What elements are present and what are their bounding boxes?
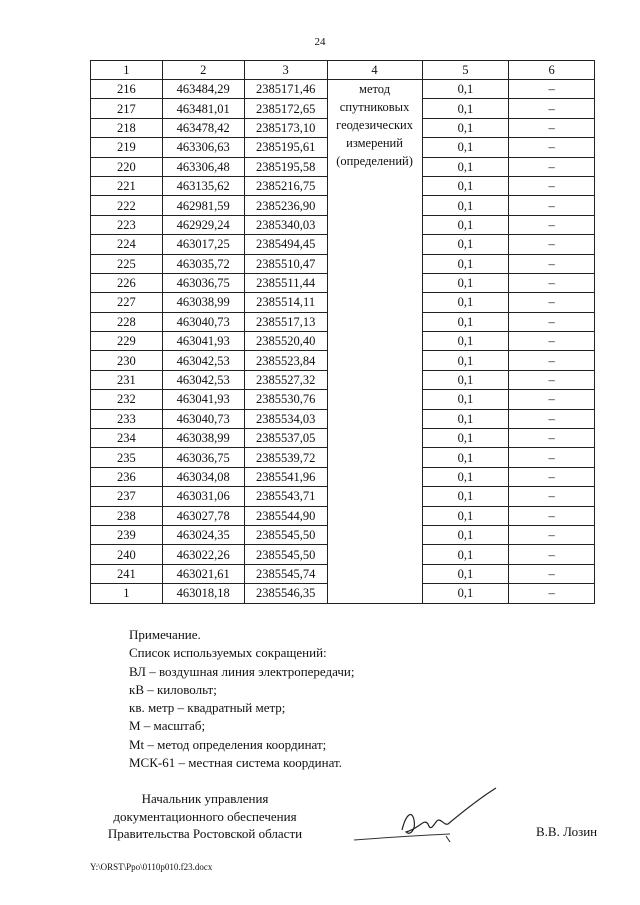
y-coordinate-cell: 2385216,75 (244, 176, 327, 195)
y-coordinate-cell: 2385514,11 (244, 293, 327, 312)
column-6-cell: – (509, 293, 595, 312)
y-coordinate-cell: 2385494,45 (244, 235, 327, 254)
column-header: 5 (422, 61, 509, 80)
accuracy-cell: 0,1 (422, 487, 509, 506)
accuracy-cell: 0,1 (422, 157, 509, 176)
notes-line: кв. метр – квадратный метр; (129, 700, 286, 716)
page-number: 24 (314, 36, 326, 48)
point-number-cell: 1 (91, 584, 163, 603)
x-coordinate-cell: 463306,63 (162, 138, 244, 157)
accuracy-cell: 0,1 (422, 525, 509, 544)
point-number-cell: 233 (91, 409, 163, 428)
accuracy-cell: 0,1 (422, 176, 509, 195)
point-number-cell: 227 (91, 293, 163, 312)
signatory-title-line: Правительства Ростовской области (107, 826, 303, 841)
point-number-cell: 234 (91, 429, 163, 448)
column-6-cell: – (509, 235, 595, 254)
column-header: 1 (91, 61, 163, 80)
column-6-cell: – (509, 545, 595, 564)
point-number-cell: 221 (91, 176, 163, 195)
accuracy-cell: 0,1 (422, 138, 509, 157)
accuracy-cell: 0,1 (422, 254, 509, 273)
signatory-name: В.В. Лозин (536, 824, 598, 839)
x-coordinate-cell: 463017,25 (162, 235, 244, 254)
column-6-cell: – (509, 584, 595, 603)
point-number-cell: 232 (91, 390, 163, 409)
point-number-cell: 229 (91, 332, 163, 351)
column-header: 6 (509, 61, 595, 80)
x-coordinate-cell: 462929,24 (162, 215, 244, 234)
x-coordinate-cell: 463478,42 (162, 118, 244, 137)
column-6-cell: – (509, 409, 595, 428)
accuracy-cell: 0,1 (422, 429, 509, 448)
x-coordinate-cell: 463022,26 (162, 545, 244, 564)
y-coordinate-cell: 2385544,90 (244, 506, 327, 525)
column-6-cell: – (509, 157, 595, 176)
notes-line: МСК-61 – местная система координат. (129, 755, 342, 771)
column-6-cell: – (509, 564, 595, 583)
y-coordinate-cell: 2385545,50 (244, 525, 327, 544)
y-coordinate-cell: 2385539,72 (244, 448, 327, 467)
column-6-cell: – (509, 370, 595, 389)
y-coordinate-cell: 2385545,74 (244, 564, 327, 583)
x-coordinate-cell: 463042,53 (162, 351, 244, 370)
x-coordinate-cell: 463040,73 (162, 312, 244, 331)
x-coordinate-cell: 463038,99 (162, 429, 244, 448)
point-number-cell: 216 (91, 80, 163, 99)
accuracy-cell: 0,1 (422, 351, 509, 370)
column-6-cell: – (509, 176, 595, 195)
column-6-cell: – (509, 525, 595, 544)
point-number-cell: 240 (91, 545, 163, 564)
accuracy-cell: 0,1 (422, 99, 509, 118)
x-coordinate-cell: 463027,78 (162, 506, 244, 525)
point-number-cell: 235 (91, 448, 163, 467)
y-coordinate-cell: 2385523,84 (244, 351, 327, 370)
point-number-cell: 224 (91, 235, 163, 254)
column-header: 3 (244, 61, 327, 80)
y-coordinate-cell: 2385530,76 (244, 390, 327, 409)
accuracy-cell: 0,1 (422, 118, 509, 137)
point-number-cell: 241 (91, 564, 163, 583)
notes-title: Примечание. (129, 627, 201, 642)
point-number-cell: 231 (91, 370, 163, 389)
table-header-row (91, 61, 595, 80)
method-line: спутниковых (339, 100, 410, 114)
x-coordinate-cell: 463021,61 (162, 564, 244, 583)
y-coordinate-cell: 2385172,65 (244, 99, 327, 118)
x-coordinate-cell: 463036,75 (162, 448, 244, 467)
y-coordinate-cell: 2385537,05 (244, 429, 327, 448)
column-6-cell: – (509, 448, 595, 467)
y-coordinate-cell: 2385171,46 (244, 80, 327, 99)
column-6-cell: – (509, 118, 595, 137)
point-number-cell: 222 (91, 196, 163, 215)
accuracy-cell: 0,1 (422, 235, 509, 254)
accuracy-cell: 0,1 (422, 370, 509, 389)
y-coordinate-cell: 2385510,47 (244, 254, 327, 273)
notes-section (129, 626, 355, 772)
x-coordinate-cell: 463035,72 (162, 254, 244, 273)
point-number-cell: 218 (91, 118, 163, 137)
accuracy-cell: 0,1 (422, 273, 509, 292)
y-coordinate-cell: 2385195,61 (244, 138, 327, 157)
column-6-cell: – (509, 467, 595, 486)
accuracy-cell: 0,1 (422, 312, 509, 331)
notes-line: Mt – метод определения координат; (129, 736, 327, 752)
y-coordinate-cell: 2385527,32 (244, 370, 327, 389)
accuracy-cell: 0,1 (422, 448, 509, 467)
y-coordinate-cell: 2385520,40 (244, 332, 327, 351)
column-6-cell: – (509, 429, 595, 448)
column-6-cell: – (509, 312, 595, 331)
x-coordinate-cell: 463018,18 (162, 584, 244, 603)
accuracy-cell: 0,1 (422, 215, 509, 234)
method-cell (327, 80, 422, 604)
y-coordinate-cell: 2385543,71 (244, 487, 327, 506)
accuracy-cell: 0,1 (422, 332, 509, 351)
y-coordinate-cell: 2385534,03 (244, 409, 327, 428)
x-coordinate-cell: 463038,99 (162, 293, 244, 312)
y-coordinate-cell: 2385195,58 (244, 157, 327, 176)
accuracy-cell: 0,1 (422, 584, 509, 603)
y-coordinate-cell: 2385517,13 (244, 312, 327, 331)
x-coordinate-cell: 463040,73 (162, 409, 244, 428)
x-coordinate-cell: 463481,01 (162, 99, 244, 118)
column-6-cell: – (509, 80, 595, 99)
method-line: геодезических (336, 118, 413, 132)
point-number-cell: 219 (91, 138, 163, 157)
y-coordinate-cell: 2385173,10 (244, 118, 327, 137)
accuracy-cell: 0,1 (422, 564, 509, 583)
y-coordinate-cell: 2385541,96 (244, 467, 327, 486)
accuracy-cell: 0,1 (422, 390, 509, 409)
point-number-cell: 239 (91, 525, 163, 544)
y-coordinate-cell: 2385545,50 (244, 545, 327, 564)
point-number-cell: 238 (91, 506, 163, 525)
handwritten-signature (350, 784, 510, 854)
table-body (91, 80, 595, 604)
column-6-cell: – (509, 254, 595, 273)
x-coordinate-cell: 463042,53 (162, 370, 244, 389)
point-number-cell: 226 (91, 273, 163, 292)
point-number-cell: 228 (91, 312, 163, 331)
point-number-cell: 220 (91, 157, 163, 176)
column-6-cell: – (509, 487, 595, 506)
accuracy-cell: 0,1 (422, 506, 509, 525)
point-number-cell: 237 (91, 487, 163, 506)
table-row (91, 80, 595, 99)
method-line: измерений (346, 136, 403, 150)
notes-line: Список используемых сокращений: (129, 645, 327, 661)
column-6-cell: – (509, 215, 595, 234)
signatory-title (92, 790, 318, 843)
y-coordinate-cell: 2385511,44 (244, 273, 327, 292)
accuracy-cell: 0,1 (422, 467, 509, 486)
column-header: 4 (327, 61, 422, 80)
column-6-cell: – (509, 99, 595, 118)
signatory-title-line: документационного обеспечения (113, 808, 297, 824)
method-line: метод (359, 82, 391, 96)
column-6-cell: – (509, 351, 595, 370)
column-header: 2 (162, 61, 244, 80)
column-6-cell: – (509, 390, 595, 409)
accuracy-cell: 0,1 (422, 196, 509, 215)
point-number-cell: 225 (91, 254, 163, 273)
y-coordinate-cell: 2385340,03 (244, 215, 327, 234)
x-coordinate-cell: 463036,75 (162, 273, 244, 292)
accuracy-cell: 0,1 (422, 80, 509, 99)
column-6-cell: – (509, 196, 595, 215)
column-6-cell: – (509, 506, 595, 525)
signatory-title-line: Начальник управления (141, 791, 269, 806)
x-coordinate-cell: 462981,59 (162, 196, 244, 215)
point-number-cell: 217 (91, 99, 163, 118)
x-coordinate-cell: 463041,93 (162, 332, 244, 351)
point-number-cell: 236 (91, 467, 163, 486)
x-coordinate-cell: 463484,29 (162, 80, 244, 99)
column-6-cell: – (509, 273, 595, 292)
notes-line: ВЛ – воздушная линия электропередачи; (129, 663, 355, 679)
accuracy-cell: 0,1 (422, 293, 509, 312)
y-coordinate-cell: 2385546,35 (244, 584, 327, 603)
x-coordinate-cell: 463024,35 (162, 525, 244, 544)
x-coordinate-cell: 463306,48 (162, 157, 244, 176)
file-path: Y:\ORST\Ppo\0110p010.f23.docx (90, 862, 213, 872)
notes-line: М – масштаб; (129, 718, 206, 734)
notes-line: кВ – киловольт; (129, 681, 217, 697)
x-coordinate-cell: 463135,62 (162, 176, 244, 195)
x-coordinate-cell: 463034,08 (162, 467, 244, 486)
y-coordinate-cell: 2385236,90 (244, 196, 327, 215)
x-coordinate-cell: 463041,93 (162, 390, 244, 409)
x-coordinate-cell: 463031,06 (162, 487, 244, 506)
accuracy-cell: 0,1 (422, 409, 509, 428)
point-number-cell: 230 (91, 351, 163, 370)
coordinates-table (90, 60, 595, 604)
accuracy-cell: 0,1 (422, 545, 509, 564)
point-number-cell: 223 (91, 215, 163, 234)
method-line: (определений) (336, 154, 413, 168)
column-6-cell: – (509, 332, 595, 351)
column-6-cell: – (509, 138, 595, 157)
